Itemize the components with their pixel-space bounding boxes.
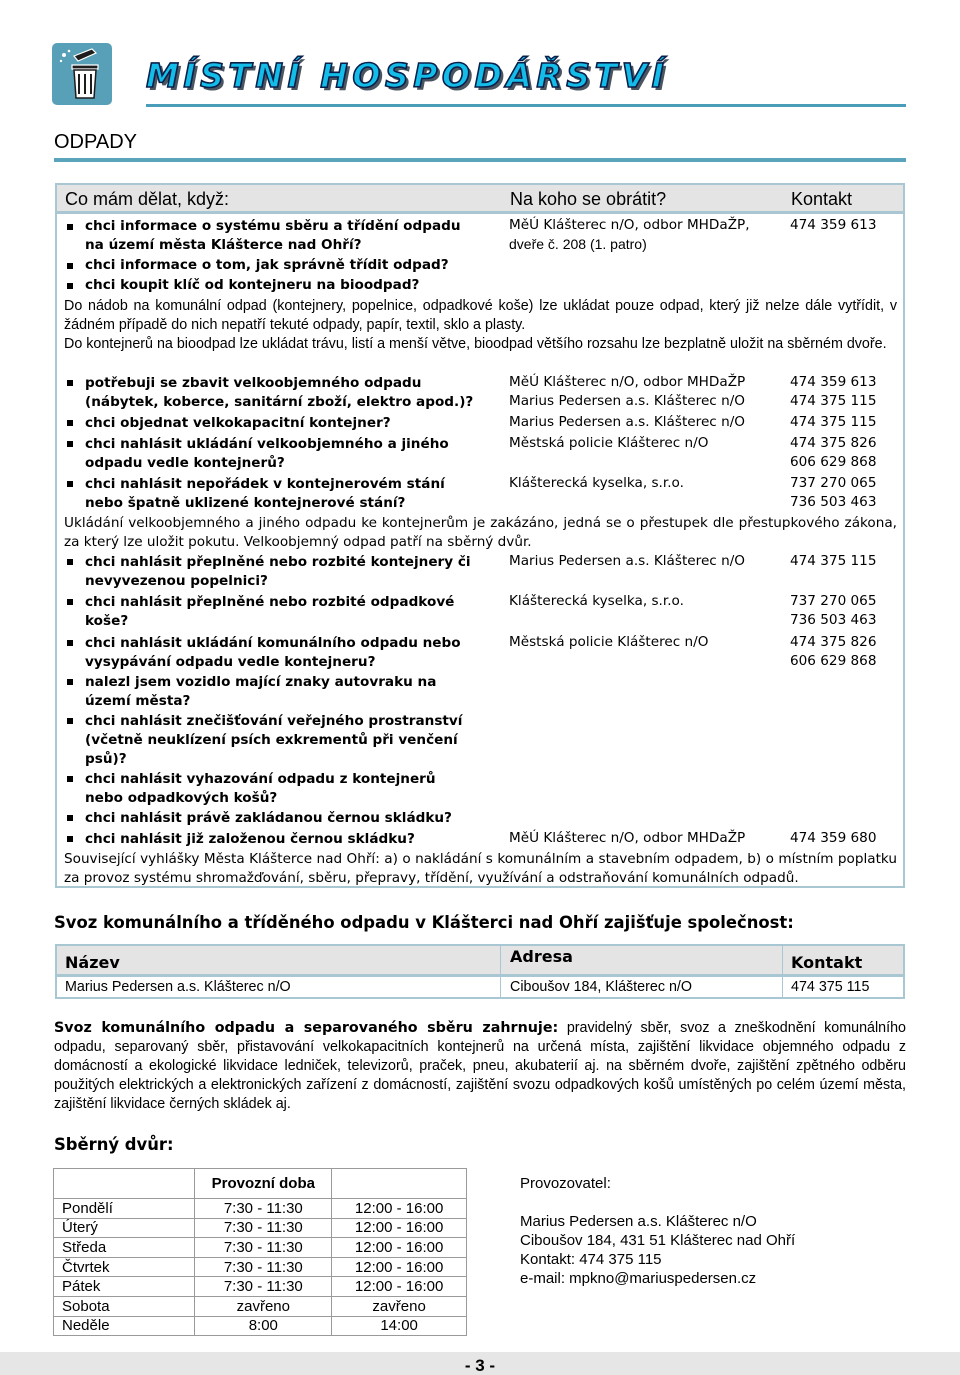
day: Pondělí [54, 1199, 195, 1219]
table-row [54, 1277, 467, 1297]
question: chci nahlásit přeplněné nebo rozbité odpadkové [85, 594, 455, 610]
question: vysypávání odpadu vedle kontejneru? [85, 654, 376, 670]
note-paragraph: Do kontejnerů na bioodpad lze ukládat trávu, listí a menší větve, bioodpad většího rozsahu lze bezplatně uložit na sběrném dvoře. [64, 336, 887, 352]
day: Úterý [54, 1218, 195, 1238]
question: chci informace o tom, jak správně třídit odpad? [85, 257, 449, 273]
question: chci nahlásit ukládání komunálního odpadu nebo [85, 635, 461, 651]
responsible: Marius Pedersen a.s. Klášterec n/O [509, 393, 745, 409]
morning-hours: zavřeno [195, 1296, 332, 1316]
operator-name: Marius Pedersen a.s. Klášterec n/O [520, 1213, 757, 1230]
trash-bin-icon [52, 43, 112, 105]
bullet [67, 481, 73, 487]
question: koše? [85, 613, 129, 629]
section-rule [54, 158, 906, 162]
question: chci nahlásit nepořádek v kontejnerovém stání [85, 476, 445, 492]
contact: 737 270 065 [790, 593, 877, 609]
contact: 474 375 826 [790, 435, 877, 451]
responsible: MěÚ Klášterec n/O, odbor MHDaŽP [509, 374, 746, 390]
contact: 606 629 868 [790, 454, 877, 470]
col-header-contact: Kontakt [791, 189, 853, 209]
bullet [67, 679, 73, 685]
opening-hours-table [53, 1168, 467, 1336]
morning-hours: 7:30 - 11:30 [195, 1238, 332, 1258]
note-paragraph: Související vyhlášky Města Klášterce nad Ohří: a) o nakládání s komunálním a stavebním odpadem, b) o místním poplatku za provoz systému shromažďování, sběru, přepravy, třídění, využívání a odstraňování komunálních odpadů. [64, 851, 897, 886]
question: chci nahlásit ukládání velkoobjemného a jiného [85, 436, 449, 452]
question: chci informace o systému sběru a třídění odpadu [85, 218, 461, 234]
contact: 474 359 613 [790, 374, 877, 390]
question: nebo špatně uklizené kontejnerové stání? [85, 495, 406, 511]
bullet [67, 380, 73, 386]
col-header-contact: Kontakt [791, 953, 863, 972]
hours-header-row [54, 1169, 467, 1199]
question: na území města Klášterce nad Ohří? [85, 237, 362, 253]
bullet [67, 815, 73, 821]
bullet [67, 599, 73, 605]
question: území města? [85, 693, 191, 709]
question: potřebuji se zbavit velkoobjemného odpadu [85, 375, 422, 391]
morning-hours: 8:00 [195, 1316, 332, 1336]
afternoon-hours: 12:00 - 16:00 [332, 1218, 467, 1238]
page-number: - 3 - [464, 1356, 496, 1375]
table-row [54, 1238, 467, 1258]
bullet [67, 559, 73, 565]
table-row [54, 1257, 467, 1277]
afternoon-hours: 12:00 - 16:00 [332, 1277, 467, 1297]
note-paragraph: Ukládání velkoobjemného a jiného odpadu ke kontejnerům je zakázáno, jedná se o přestupek dle přestupkového zákona, za který lze uložit pokutu. Velkoobjemný odpad patří na sběrný dvůr. [64, 515, 897, 550]
company-contact: 474 375 115 [791, 979, 870, 995]
bullet [67, 441, 73, 447]
contact: 474 375 115 [790, 553, 877, 569]
service-text: pravidelný sběr, svoz a zneškodnění komunálního odpadu, separovaný sběr, přistavování velkokapacitních kontejnerů na určená místa, zajištění likvidace objemného odpadu z domácností a ekologické likvidace ledniček, televizorů, praček, pneu, akubaterií aj. na sběrném dvoře, zajištění zpětného odběru použitých elektrických a elektronických zařízení z domácností, zajištění svozu odpadkových košů umístěných po celém území města, zajištění likvidace černých skládek aj. [54, 1020, 907, 1112]
contact: 736 503 463 [790, 494, 877, 510]
bullet [67, 718, 73, 724]
collection-table-row [55, 976, 905, 999]
table-row [54, 1316, 467, 1336]
question: chci nahlásit právě zakládanou černou skládku? [85, 810, 452, 826]
question: nebo odpadkových košů? [85, 790, 278, 806]
note-paragraph: Do nádob na komunální odpad (kontejnery, popelnice, odpadkové koše) lze ukládat pouze odpad, který již nelze dále vytřídit, v žádném případě do nich nepatří tekuté odpady, papír, textil, sklo a plasty. [64, 298, 897, 333]
section-title: ODPADY [54, 131, 137, 153]
question: chci objednat velkokapacitní kontejner? [85, 415, 391, 431]
table-row [54, 1199, 467, 1219]
question: (nábytek, koberce, sanitární zboží, elektro apod.)? [85, 394, 474, 410]
question: chci koupit klíč od kontejneru na bioodpad? [85, 277, 420, 293]
contact: 606 629 868 [790, 653, 877, 669]
bullet [67, 640, 73, 646]
company-address: Ciboušov 184, Klášterec n/O [510, 979, 692, 995]
responsible: dveře č. 208 (1. patro) [509, 236, 647, 252]
responsible: MěÚ Klášterec n/O, odbor MHDaŽP [509, 830, 746, 846]
day: Sobota [54, 1296, 195, 1316]
question: chci nahlásit přeplněné nebo rozbité kontejnery či [85, 554, 471, 570]
bullet [67, 836, 73, 842]
contact: 474 359 680 [790, 830, 877, 846]
contact: 474 375 115 [790, 393, 877, 409]
day: Čtvrtek [54, 1257, 195, 1277]
operator-email: e-mail: mpkno@mariuspedersen.cz [520, 1270, 757, 1287]
table-row [54, 1218, 467, 1238]
table-row [54, 1296, 467, 1316]
question: nevyvezenou popelnici? [85, 573, 268, 589]
responsible: Marius Pedersen a.s. Klášterec n/O [509, 553, 745, 569]
collection-yard-title: Sběrný dvůr: [54, 1135, 174, 1154]
col-header-address: Adresa [510, 947, 573, 966]
collection-title: Svoz komunálního a tříděného odpadu v Klášterci nad Ohří zajišťuje společnost: [54, 913, 794, 932]
question: psů)? [85, 751, 127, 767]
question: chci nahlásit znečišťování veřejného prostranství [85, 713, 463, 729]
contact: 474 375 115 [790, 414, 877, 430]
contact: 737 270 065 [790, 475, 877, 491]
morning-hours: 7:30 - 11:30 [195, 1277, 332, 1297]
day: Neděle [54, 1316, 195, 1336]
divider [782, 977, 783, 997]
operator-contact: Kontakt: 474 375 115 [520, 1251, 662, 1268]
day: Pátek [54, 1277, 195, 1297]
empty-cell [54, 1169, 195, 1199]
question: (včetně neuklízení psích exkrementů při venčení [85, 732, 458, 748]
contact: 474 375 826 [790, 634, 877, 650]
col-header-name: Název [65, 953, 120, 972]
responsible: Klášterecká kyselka, s.r.o. [509, 475, 684, 491]
operator-label: Provozovatel: [520, 1175, 611, 1192]
morning-hours: 7:30 - 11:30 [195, 1218, 332, 1238]
divider [782, 946, 783, 974]
main-table-header [55, 183, 905, 213]
responsible: Městská policie Klášterec n/O [509, 634, 709, 650]
bullet [67, 283, 73, 289]
responsible: Klášterecká kyselka, s.r.o. [509, 593, 684, 609]
morning-hours: 7:30 - 11:30 [195, 1257, 332, 1277]
col-header-who: Na koho se obrátit? [510, 189, 667, 209]
header-title: MÍSTNÍ HOSPODÁŘSTVÍ [146, 56, 669, 95]
header-rule [146, 104, 906, 107]
bullet [67, 224, 73, 230]
responsible: MěÚ Klášterec n/O, odbor MHDaŽP, [509, 217, 750, 233]
responsible: Marius Pedersen a.s. Klášterec n/O [509, 414, 745, 430]
question: chci nahlásit již založenou černou skládku? [85, 831, 415, 847]
question: nalezl jsem vozidlo mající znaky autovraku na [85, 674, 437, 690]
divider [500, 946, 501, 974]
day: Středa [54, 1238, 195, 1258]
empty-cell [332, 1169, 467, 1199]
afternoon-hours: 12:00 - 16:00 [332, 1238, 467, 1258]
afternoon-hours: 12:00 - 16:00 [332, 1257, 467, 1277]
divider [500, 977, 501, 997]
bullet [67, 263, 73, 269]
bullet [67, 420, 73, 426]
service-description [54, 1019, 906, 1114]
contact: 474 359 613 [790, 217, 877, 233]
operator-address: Ciboušov 184, 431 51 Klášterec nad Ohří [520, 1232, 796, 1249]
responsible: Městská policie Klášterec n/O [509, 435, 709, 451]
collection-table-header [55, 944, 905, 976]
morning-hours: 7:30 - 11:30 [195, 1199, 332, 1219]
question: chci nahlásit vyhazování odpadu z kontejnerů [85, 771, 436, 787]
contact: 736 503 463 [790, 612, 877, 628]
afternoon-hours: zavřeno [332, 1296, 467, 1316]
afternoon-hours: 14:00 [332, 1316, 467, 1336]
service-lead: Svoz komunálního odpadu a separovaného sběru zahrnuje: [54, 1020, 559, 1036]
bullet [67, 776, 73, 782]
company-name: Marius Pedersen a.s. Klášterec n/O [65, 979, 291, 995]
col-header-what: Co mám dělat, když: [65, 189, 230, 209]
question: odpadu vedle kontejnerů? [85, 455, 285, 471]
hours-header: Provozní doba [195, 1169, 332, 1199]
afternoon-hours: 12:00 - 16:00 [332, 1199, 467, 1219]
